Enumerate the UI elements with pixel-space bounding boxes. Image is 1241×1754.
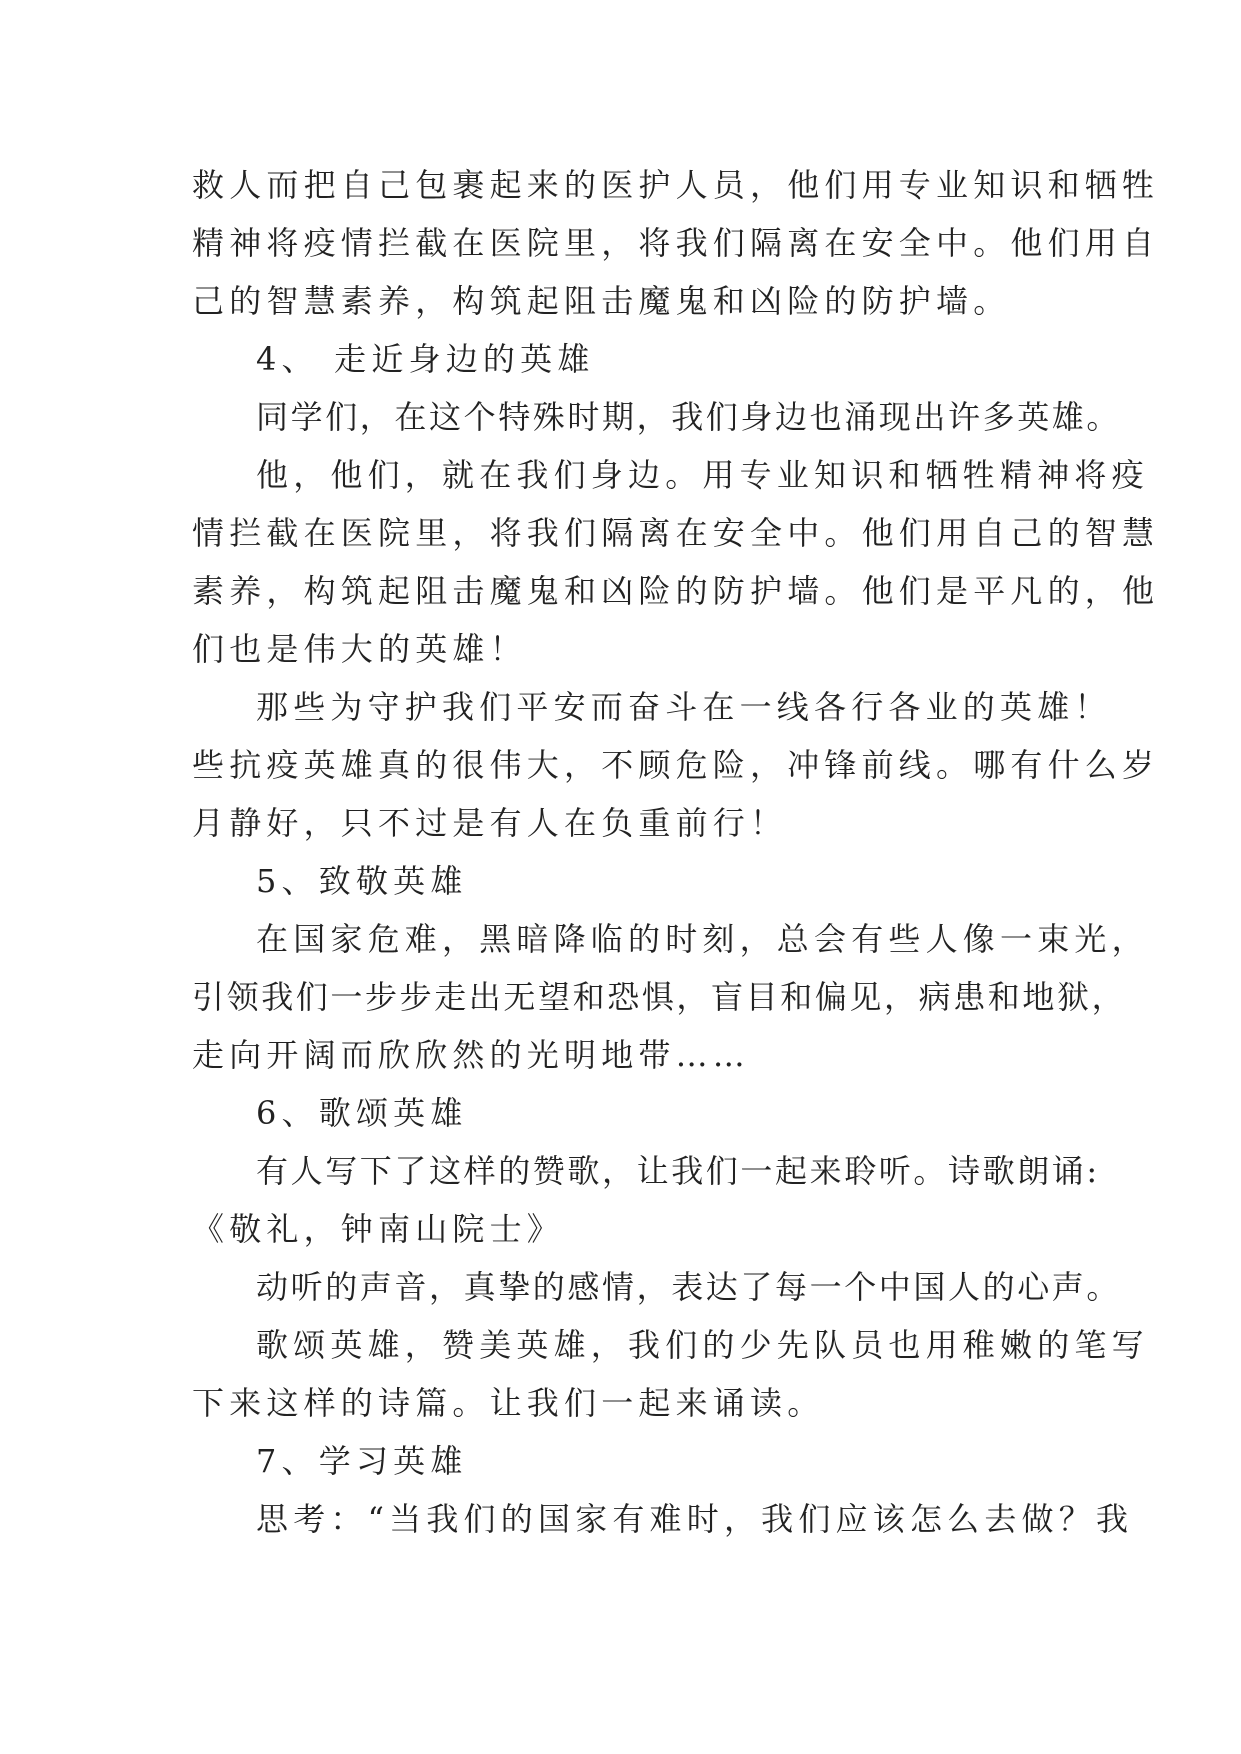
body-text-line: 走向开阔而欣欣然的光明地带…… bbox=[192, 1036, 751, 1074]
body-text-line: 情拦截在医院里，将我们隔离在安全中。他们用自己的智慧 bbox=[192, 514, 1160, 552]
body-text-line: 在国家危难，黑暗降临的时刻，总会有些人像一束光， bbox=[256, 920, 1149, 958]
body-text-line: 同学们，在这个特殊时期，我们身边也涌现出许多英雄。 bbox=[256, 398, 1122, 436]
body-text-line: 他，他们，就在我们身边。用专业知识和牺牲精神将疫 bbox=[256, 456, 1149, 494]
body-text-line: 歌颂英雄，赞美英雄，我们的少先队员也用稚嫩的笔写 bbox=[256, 1326, 1149, 1364]
poem-title: 《敬礼，钟南山院士》 bbox=[192, 1210, 565, 1248]
section-heading: 4、 走近身边的英雄 bbox=[256, 340, 595, 378]
section-heading: 6、歌颂英雄 bbox=[256, 1094, 468, 1132]
body-text-line: 精神将疫情拦截在医院里，将我们隔离在安全中。他们用自 bbox=[192, 224, 1160, 262]
body-text-line: 有人写下了这样的赞歌，让我们一起来聆听。诗歌朗诵: bbox=[256, 1152, 1100, 1190]
section-heading: 7、学习英雄 bbox=[256, 1442, 468, 1480]
body-text-line: 素养，构筑起阻击魔鬼和凶险的防护墙。他们是平凡的，他 bbox=[192, 572, 1160, 610]
body-text-line: 己的智慧素养，构筑起阻击魔鬼和凶险的防护墙。 bbox=[192, 282, 1011, 320]
body-text-line: 救人而把自己包裹起来的医护人员，他们用专业知识和牺牲 bbox=[192, 166, 1160, 204]
body-text-line: 动听的声音，真挚的感情，表达了每一个中国人的心声。 bbox=[256, 1268, 1122, 1306]
body-text-line: 月静好，只不过是有人在负重前行！ bbox=[192, 804, 788, 842]
body-text-line: 下来这样的诗篇。让我们一起来诵读。 bbox=[192, 1384, 825, 1422]
body-text-line: 些抗疫英雄真的很伟大，不顾危险，冲锋前线。哪有什么岁 bbox=[192, 746, 1160, 784]
body-text-line: 思考：“当我们的国家有难时，我们应该怎么去做？我 bbox=[256, 1500, 1134, 1538]
body-text-line: 那些为守护我们平安而奋斗在一线各行各业的英雄！ bbox=[256, 688, 1112, 726]
section-heading: 5、致敬英雄 bbox=[256, 862, 468, 900]
body-text-line: 们也是伟大的英雄！ bbox=[192, 630, 527, 668]
body-text-line: 引领我们一步步走出无望和恐惧，盲目和偏见，病患和地狱， bbox=[192, 978, 1127, 1016]
